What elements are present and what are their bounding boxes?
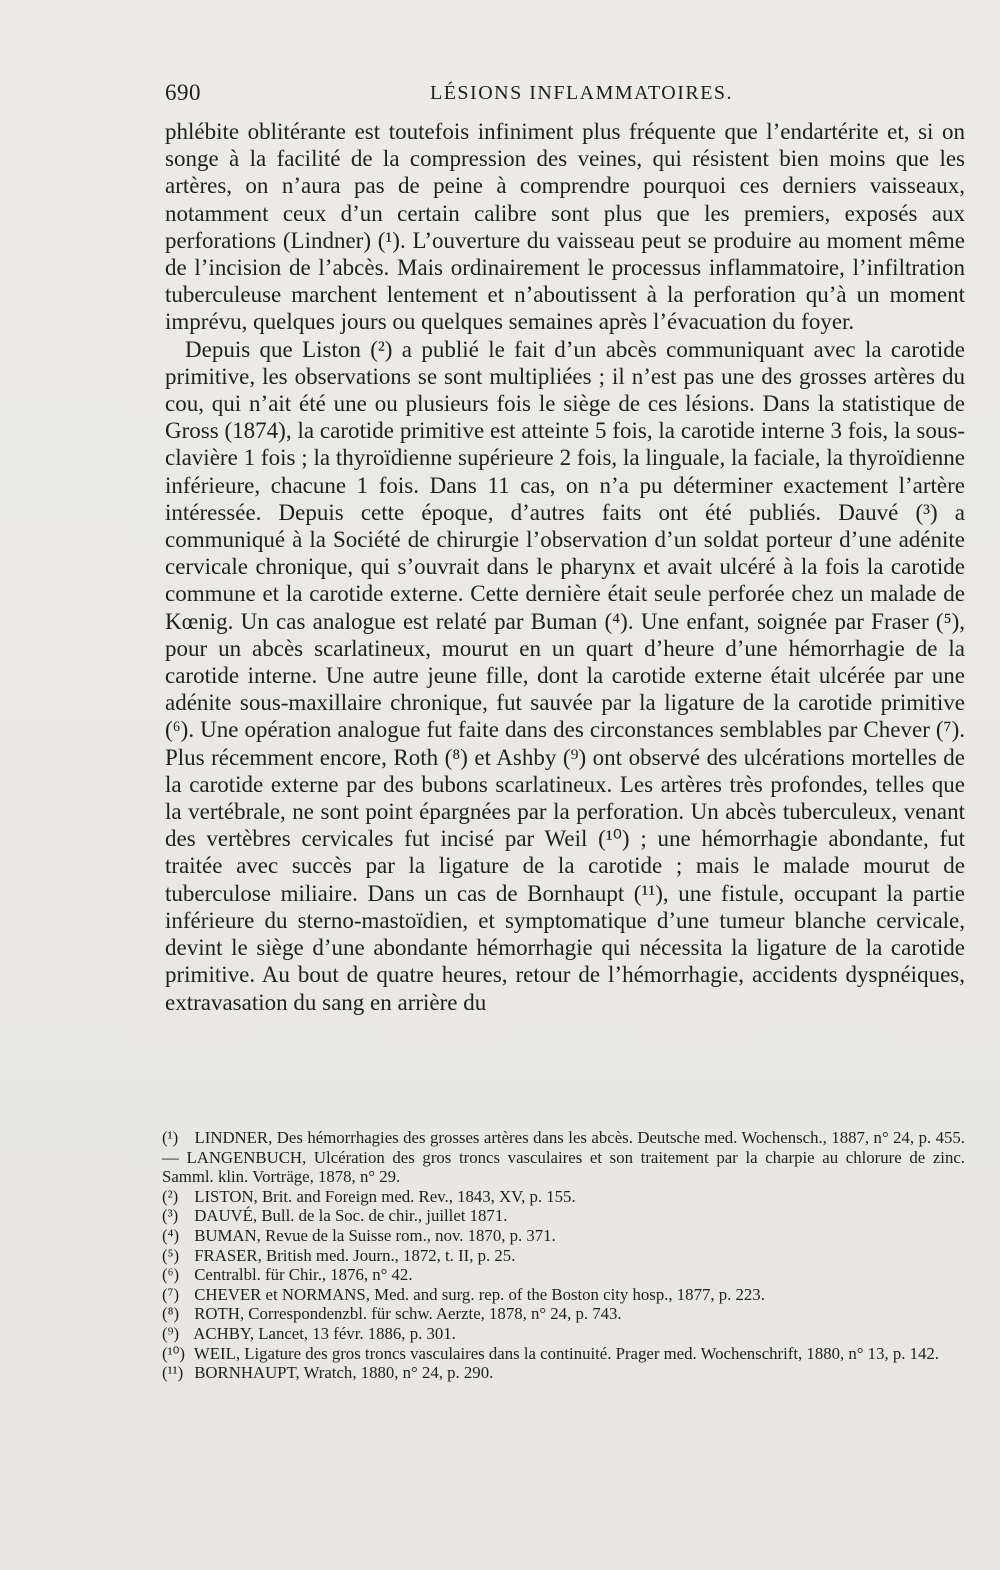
footnote-2: [162, 1187, 965, 1207]
footnote-mark: (²): [162, 1186, 179, 1206]
footnote-8: [162, 1304, 965, 1324]
page-number: 690: [165, 80, 201, 105]
footnote-text: BORNHAUPT, Wratch, 1880, n° 24, p. 290.: [194, 1363, 494, 1383]
body-text: [165, 118, 965, 1016]
footnote-text: LINDNER, Des hémorrhagies des grosses artères dans les abcès. Deutsche med. Wochensch., 1887, n° 24, p. 455. — LANGENBUCH, Ulcération des gros troncs vasculaires et son traitement par la charpie au chlorure de zinc. Samml. klin. Vorträge, 1878, n° 29.: [162, 1128, 966, 1187]
footnote-text: Centralbl. für Chir., 1876, n° 42.: [194, 1265, 413, 1285]
footnote-text: WEIL, Ligature des gros troncs vasculaires dans la continuité. Prager med. Wochenschrift, 1880, n° 13, p. 142.: [193, 1343, 939, 1363]
footnote-text: ROTH, Correspondenzbl. für schw. Aerzte, 1878, n° 24, p. 743.: [194, 1304, 622, 1324]
footnote-1: [162, 1128, 965, 1187]
footnote-11: [162, 1363, 965, 1383]
paragraph-1: phlébite oblitérante est toutefois infiniment plus fréquente que l’endartérite et, si on songe à la facilité de la compression des veines, qui résistent bien moins que les artères, on n’aura pas de peine à comprendre pourquoi ces derniers vaisseaux, notamment ceux d’un certain calibre sont plus que les premiers, exposés aux perforations (Lindner) (¹). L’ouverture du vaisseau peut se produire au moment même de l’incision de l’abcès. Mais ordinairement le processus inflammatoire, l’infiltration tuberculeuse marchent lentement et n’aboutissent à la perforation qu’à un moment imprévu, quelques jours ou quelques semaines après l’évacuation du foyer.: [165, 119, 965, 335]
footnote-mark: (⁵): [162, 1245, 180, 1265]
paragraph-2: Depuis que Liston (²) a publié le fait d’un abcès communiquant avec la carotide primitive, les observations se sont multipliées ; il n’est pas une des grosses artères du cou, qui n’ait été une ou plusieurs fois le siège de ces lésions. Dans la statistique de Gross (1874), la carotide primitive est atteinte 5 fois, la carotide interne 3 fois, la sous-clavière 1 fois ; la thyroïdienne supérieure 2 fois, la linguale, la faciale, la thyroïdienne inférieure, chacune 1 fois. Dans 11 cas, on n’a pu déterminer exactement l’artère intéressée. Depuis cette époque, d’autres faits ont été publiés. Dauvé (³) a communiqué à la Société de chirurgie l’observation d’un soldat porteur d’une adénite cervicale chronique, qui s’ouvrait dans le pharynx et avait ulcéré à la fois la carotide commune et la carotide externe. Cette dernière était seule perforée chez un malade de Kœnig. Un cas analogue est relaté par Buman (⁴). Une enfant, soignée par Fraser (⁵), pour un abcès scarlatineux, mourut en un quart d’heure d’une hémorrhagie de la carotide interne. Une autre jeune fille, dont la carotide externe était ulcérée par une adénite sous-maxillaire chronique, fut sauvée par la ligature de la carotide primitive (⁶). Une opération analogue fut faite dans des circonstances semblables par Chever (⁷). Plus récemment encore, Roth (⁸) et Ashby (⁹) ont observé des ulcérations mortelles de la carotide externe par des bubons scarlatineux. Les artères très profondes, telles que la vertébrale, ne sont point épargnées par la perforation. Un abcès tuberculeux, venant des vertèbres cervicales fut incisé par Weil (¹⁰) ; une hémorrhagie abondante, fut traitée avec succès par la ligature de la carotide ; mais le malade mourut de tuberculose miliaire. Dans un cas de Bornhaupt (¹¹), une fistule, occupant la partie inférieure du sterno-mastoïdien, et symptomatique d’une tumeur blanche cervicale, devint le siège d’une abondante hémorrhagie qui nécessita la ligature de la carotide primitive. Au bout de quatre heures, retour de l’hémorrhagie, accidents dyspnéiques, extravasation du sang en arrière du: [165, 336, 965, 1015]
footnote-text: ACHBY, Lancet, 13 févr. 1886, p. 301.: [193, 1323, 456, 1343]
footnote-mark: (¹): [162, 1128, 179, 1147]
footnote-mark: (⁹): [162, 1323, 180, 1343]
footnote-4: [162, 1226, 965, 1246]
footnote-text: CHEVER et NORMANS, Med. and surg. rep. of the Boston city hosp., 1877, p. 223.: [194, 1284, 765, 1304]
footnote-5: [162, 1246, 965, 1266]
running-header: [165, 80, 965, 114]
footnote-text: DAUVÉ, Bull. de la Soc. de chir., juillet 1871.: [194, 1206, 508, 1226]
running-title: LÉSIONS INFLAMMATOIRES.: [430, 82, 734, 104]
footnote-3: [162, 1206, 965, 1226]
footnote-text: FRASER, British med. Journ., 1872, t. II, p. 25.: [194, 1245, 516, 1265]
footnote-mark: (⁶): [162, 1265, 180, 1285]
footnote-text: BUMAN, Revue de la Suisse rom., nov. 1870, p. 371.: [194, 1225, 556, 1245]
footnotes: [162, 1128, 965, 1383]
footnote-6: [162, 1265, 965, 1285]
footnote-7: [162, 1285, 965, 1305]
footnote-text: LISTON, Brit. and Foreign med. Rev., 1843, XV, p. 155.: [194, 1186, 576, 1206]
footnote-9: [162, 1324, 965, 1344]
footnote-mark: (¹¹): [162, 1363, 184, 1383]
footnote-mark: (⁸): [162, 1304, 180, 1324]
footnote-mark: (³): [162, 1206, 179, 1226]
footnote-mark: (⁴): [162, 1225, 180, 1245]
footnote-10: [162, 1344, 965, 1364]
footnote-mark: (⁷): [162, 1284, 180, 1304]
footnote-mark: (¹⁰): [162, 1343, 185, 1363]
